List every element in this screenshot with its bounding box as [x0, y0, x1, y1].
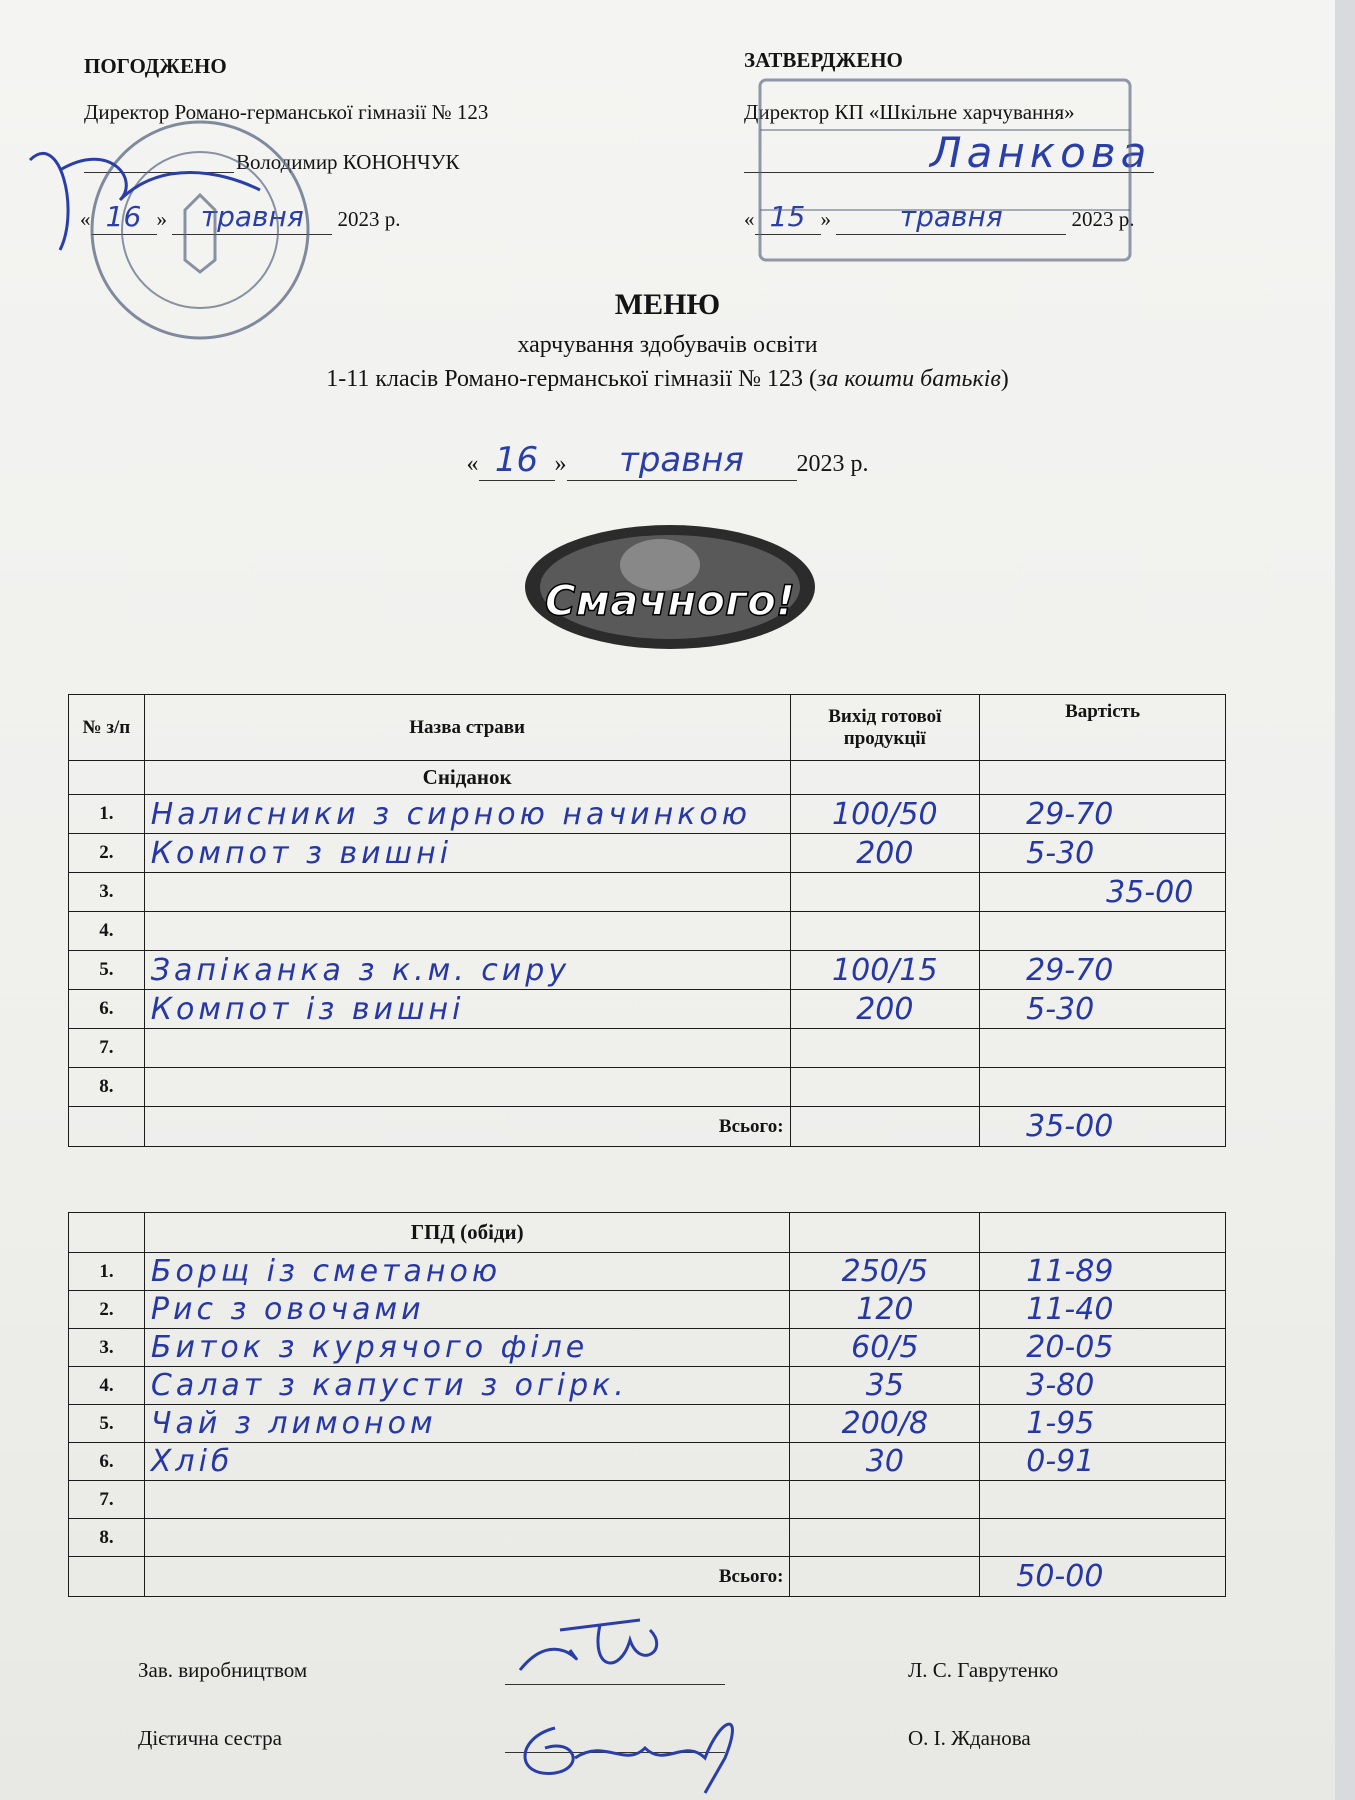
table-row [69, 795, 1226, 834]
row-num: 8. [69, 1068, 145, 1107]
row-num: 3. [69, 1329, 145, 1367]
table-row [69, 951, 1226, 990]
dish-name: Салат з капусти з огірк. [144, 1367, 790, 1405]
row-num: 8. [69, 1519, 145, 1557]
table-row [69, 1029, 1226, 1068]
dish-output: 250/5 [790, 1253, 980, 1291]
diet-name: О. І. Жданова [908, 1726, 1031, 1750]
dish-price: 35-00 [980, 873, 1226, 912]
table-row [69, 1291, 1226, 1329]
approval-left-name: Володимир КОНОНЧУК [236, 150, 460, 174]
approval-right-heading: ЗАТВЕРДЖЕНО [744, 48, 903, 72]
row-num: 4. [69, 912, 145, 951]
breakfast-table [68, 694, 1226, 1147]
table-row [69, 912, 1226, 951]
dish-price: 29-70 [980, 795, 1226, 834]
approval-left-day: 16 [91, 200, 157, 235]
diet-role: Дієтична сестра [138, 1726, 282, 1750]
lunch-total-value: 50-00 [980, 1557, 1226, 1597]
dish-price: 11-40 [980, 1291, 1226, 1329]
row-num: 2. [69, 1291, 145, 1329]
dish-name [144, 1519, 790, 1557]
row-num: 5. [69, 1405, 145, 1443]
dish-price: 3-80 [980, 1367, 1226, 1405]
table-row [69, 1329, 1226, 1367]
approval-left-position: Директор Романо-германської гімназії № 123 [84, 100, 489, 124]
dish-name [144, 1068, 790, 1107]
dish-name: Компот з вишні [144, 834, 790, 873]
lunch-table [68, 1212, 1226, 1597]
approval-right-year: 2023 р. [1071, 207, 1135, 231]
dish-name: Компот із вишні [144, 990, 790, 1029]
table-row [69, 1443, 1226, 1481]
approval-left-date: « 16 » травня 2023 р. [80, 200, 401, 233]
dish-price [980, 1068, 1226, 1107]
dish-price: 1-95 [980, 1405, 1226, 1443]
table-row [69, 1068, 1226, 1107]
menu-date-month: травня [567, 440, 797, 481]
dish-name [144, 1481, 790, 1519]
dish-price [980, 912, 1226, 951]
dish-output [790, 1029, 980, 1068]
dish-price: 29-70 [980, 951, 1226, 990]
row-num: 6. [69, 1443, 145, 1481]
menu-date: « 16 » травня 2023 р. [466, 440, 869, 480]
menu-date-day: 16 [479, 440, 555, 481]
logo-text: Смачного! [544, 576, 796, 625]
row-num: 2. [69, 834, 145, 873]
table-row [69, 1481, 1226, 1519]
dish-price: 5-30 [980, 990, 1226, 1029]
table-row [69, 1405, 1226, 1443]
header-num: № з/п [69, 695, 145, 761]
dish-price: 0-91 [980, 1443, 1226, 1481]
dish-output [790, 1068, 980, 1107]
dish-price [980, 1481, 1226, 1519]
row-num: 4. [69, 1367, 145, 1405]
table-row [69, 834, 1226, 873]
dish-name: Борщ із сметаною [144, 1253, 790, 1291]
dish-output [790, 912, 980, 951]
dish-name: Чай з лимоном [144, 1405, 790, 1443]
row-num: 6. [69, 990, 145, 1029]
document-subtitle: харчування здобувачів освіти [517, 332, 818, 358]
dish-output [790, 873, 980, 912]
row-num: 3. [69, 873, 145, 912]
page-edge [1335, 0, 1355, 1800]
document-subtitle-school: 1-11 класів Романо-германської гімназії № 123 (за кошти батьків) [326, 366, 1009, 392]
production-signature [500, 1610, 700, 1690]
header-name: Назва страви [144, 695, 790, 761]
dish-price: 5-30 [980, 834, 1226, 873]
production-role: Зав. виробництвом [138, 1658, 308, 1682]
dish-name: Налисники з сирною начинкою [144, 795, 790, 834]
dish-output: 30 [790, 1443, 980, 1481]
document-title: МЕНЮ [614, 288, 721, 321]
table-row [69, 1519, 1226, 1557]
table-row [69, 1367, 1226, 1405]
row-num: 1. [69, 795, 145, 834]
dish-output: 200/8 [790, 1405, 980, 1443]
dish-output: 60/5 [790, 1329, 980, 1367]
dish-output: 200 [790, 990, 980, 1029]
lunch-section-title: ГПД (обіди) [144, 1213, 790, 1253]
dish-price [980, 1519, 1226, 1557]
dish-price: 20-05 [980, 1329, 1226, 1367]
breakfast-total-label: Всього: [144, 1107, 790, 1147]
production-name: Л. С. Гаврутенко [908, 1658, 1059, 1682]
company-stamp [740, 70, 1140, 270]
approval-right-position: Директор КП «Шкільне харчування» [744, 100, 1075, 124]
dish-name: Запіканка з к.м. сиру [144, 951, 790, 990]
dish-price [980, 1029, 1226, 1068]
dish-name [144, 1029, 790, 1068]
dish-name [144, 912, 790, 951]
dish-name [144, 873, 790, 912]
approval-left-month: травня [172, 200, 332, 235]
dish-output [790, 1519, 980, 1557]
approval-left-year: 2023 р. [337, 207, 401, 231]
row-num: 1. [69, 1253, 145, 1291]
approval-right-date: « 15 » травня 2023 р. [744, 200, 1135, 233]
table-row [69, 990, 1226, 1029]
dish-name: Рис з овочами [144, 1291, 790, 1329]
dish-name: Биток з курячого філе [144, 1329, 790, 1367]
approval-left-heading: ПОГОДЖЕНО [84, 54, 227, 78]
dish-price: 11-89 [980, 1253, 1226, 1291]
dish-output: 35 [790, 1367, 980, 1405]
header-output: Вихід готової продукції [790, 695, 980, 761]
header-price: Вартість [980, 695, 1226, 761]
lunch-total-label: Всього: [144, 1557, 790, 1597]
approval-right-signature: Ланкова [930, 128, 1152, 177]
dish-output: 100/15 [790, 951, 980, 990]
dish-output: 100/50 [790, 795, 980, 834]
breakfast-section-title: Сніданок [144, 761, 790, 795]
row-num: 5. [69, 951, 145, 990]
row-num: 7. [69, 1481, 145, 1519]
dish-output: 200 [790, 834, 980, 873]
table-row [69, 1253, 1226, 1291]
breakfast-total-value: 35-00 [980, 1107, 1226, 1147]
table-row [69, 873, 1226, 912]
approval-right-day: 15 [755, 200, 821, 235]
approval-right-month: травня [836, 200, 1066, 235]
diet-signature [505, 1698, 765, 1798]
dish-output [790, 1481, 980, 1519]
bon-appetit-logo [520, 515, 820, 655]
menu-date-year: 2023 р. [796, 451, 869, 477]
dish-name: Хліб [144, 1443, 790, 1481]
row-num: 7. [69, 1029, 145, 1068]
dish-output: 120 [790, 1291, 980, 1329]
